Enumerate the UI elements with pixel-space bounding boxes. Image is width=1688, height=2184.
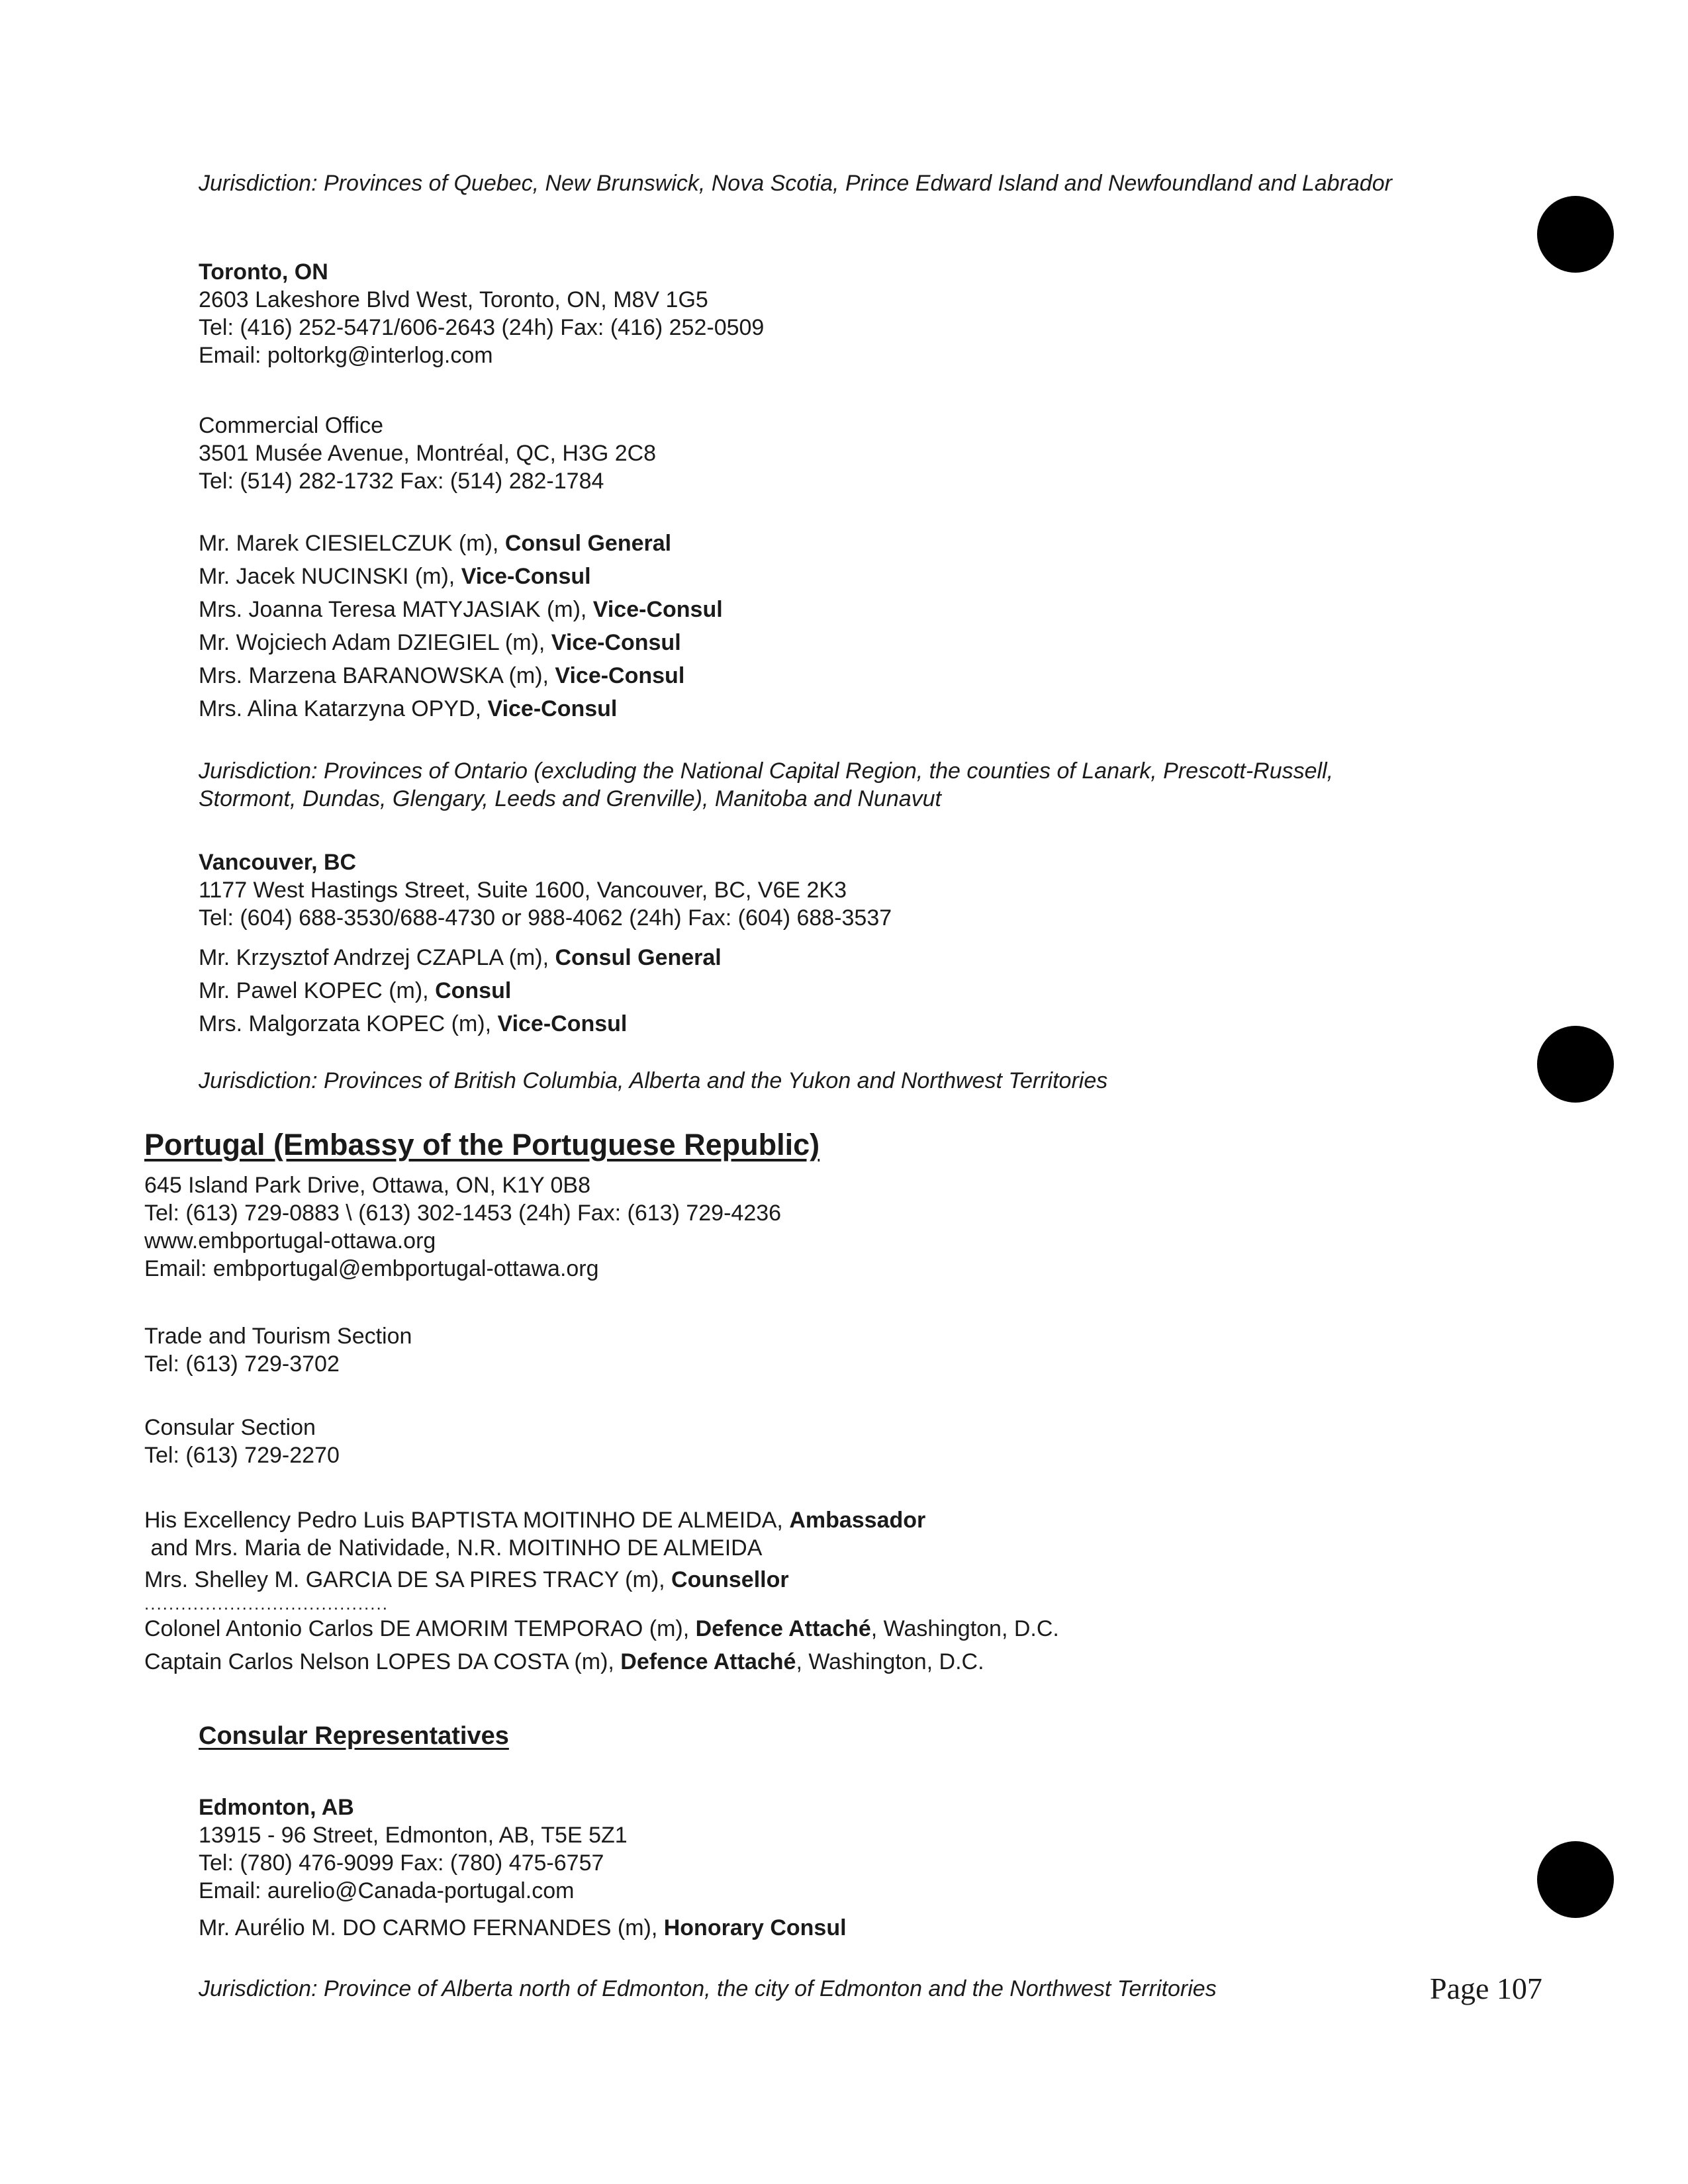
city-heading: Vancouver, BC <box>199 850 357 875</box>
country-heading: Portugal (Embassy of the Portuguese Republic) <box>144 1128 820 1161</box>
city-heading: Edmonton, AB <box>199 1795 354 1820</box>
toronto-jurisdiction: Jurisdiction: Provinces of Ontario (excluding the National Capital Region, the counties of Lanark, Prescott-Russell, Stormont, Dundas, Glengary, Leeds and Grenville), Manitoba and Nunavut <box>199 758 1334 811</box>
phone: Tel: (613) 729-3702 <box>144 1351 340 1377</box>
page-number: Page 107 <box>1430 1972 1542 2005</box>
punch-hole-middle <box>1537 1026 1614 1103</box>
ambassador-row: His Excellency Pedro Luis BAPTISTA MOITINHO DE ALMEIDA, Ambassador <box>144 1508 926 1533</box>
staff-row: Mr. Krzysztof Andrzej CZAPLA (m), Consul General <box>199 945 722 970</box>
consular-section <box>144 1414 340 1469</box>
staff-row: Mrs. Marzena BARANOWSKA (m), Vice-Consul <box>199 663 685 688</box>
phone: Tel: (613) 729-2270 <box>144 1443 340 1468</box>
address: 1177 West Hastings Street, Suite 1600, Vancouver, BC, V6E 2K3 <box>199 878 847 903</box>
portugal-staff-list <box>144 1506 1059 1676</box>
email: Email: poltorkg@interlog.com <box>199 343 493 368</box>
phone: Tel: (514) 282-1732 Fax: (514) 282-1784 <box>199 469 604 494</box>
portugal-embassy-contact <box>144 1171 781 1283</box>
attache-row: Captain Carlos Nelson LOPES DA COSTA (m), Defence Attaché, Washington, D.C. <box>144 1649 984 1674</box>
email: Email: embportugal@embportugal-ottawa.org <box>144 1256 599 1281</box>
city-heading: Toronto, ON <box>199 259 328 285</box>
quebec-jurisdiction: Jurisdiction: Provinces of Quebec, New Brunswick, Nova Scotia, Prince Edward Island and Newfoundland and Labrador <box>199 171 1392 196</box>
edmonton-jurisdiction: Jurisdiction: Province of Alberta north of Edmonton, the city of Edmonton and the Northwest Territories <box>199 1976 1217 2001</box>
attache-row: Colonel Antonio Carlos DE AMORIM TEMPORAO (m), Defence Attaché, Washington, D.C. <box>144 1616 1059 1641</box>
staff-row: Mr. Jacek NUCINSKI (m), Vice-Consul <box>199 564 591 589</box>
staff-row: Mr. Pawel KOPEC (m), Consul <box>199 978 512 1003</box>
section-title: Commercial Office <box>199 413 383 438</box>
vancouver-consulate <box>199 848 892 932</box>
counsellor-row: Mrs. Shelley M. GARCIA DE SA PIRES TRACY (m), Counsellor <box>144 1567 789 1592</box>
toronto-staff-list <box>199 529 723 728</box>
section-title: Consular Section <box>144 1415 316 1440</box>
phone: Tel: (416) 252-5471/606-2643 (24h) Fax: (416) 252-0509 <box>199 315 765 340</box>
staff-row: Mr. Aurélio M. DO CARMO FERNANDES (m), Honorary Consul <box>199 1915 847 1940</box>
address: 2603 Lakeshore Blvd West, Toronto, ON, M8V 1G5 <box>199 287 708 312</box>
address: 13915 - 96 Street, Edmonton, AB, T5E 5Z1 <box>199 1823 628 1848</box>
phone: Tel: (604) 688-3530/688-4730 or 988-4062 (24h) Fax: (604) 688-3537 <box>199 905 892 931</box>
punch-hole-bottom <box>1537 1841 1614 1918</box>
email: Email: aurelio@Canada-portugal.com <box>199 1878 575 1903</box>
vancouver-staff-list <box>199 944 722 1043</box>
staff-row: Mr. Wojciech Adam DZIEGIEL (m), Vice-Consul <box>199 630 681 655</box>
spouse-row: and Mrs. Maria de Natividade, N.R. MOITINHO DE ALMEIDA <box>144 1535 763 1561</box>
edmonton-consulate <box>199 1794 847 1942</box>
staff-row: Mr. Marek CIESIELCZUK (m), Consul General <box>199 531 672 556</box>
website-link[interactable]: www.embportugal-ottawa.org <box>144 1228 436 1253</box>
phone: Tel: (780) 476-9099 Fax: (780) 475-6757 <box>199 1850 604 1876</box>
separator-dots: ........................................ <box>144 1594 389 1614</box>
punch-hole-top <box>1537 196 1614 273</box>
section-title: Trade and Tourism Section <box>144 1324 412 1349</box>
staff-row: Mrs. Joanna Teresa MATYJASIAK (m), Vice-Consul <box>199 597 723 622</box>
address: 645 Island Park Drive, Ottawa, ON, K1Y 0B8 <box>144 1173 591 1198</box>
commercial-office <box>199 412 656 495</box>
phone: Tel: (613) 729-0883 \ (613) 302-1453 (24h) Fax: (613) 729-4236 <box>144 1201 782 1226</box>
vancouver-jurisdiction: Jurisdiction: Provinces of British Columbia, Alberta and the Yukon and Northwest Territories <box>199 1068 1108 1093</box>
toronto-consulate <box>199 258 764 369</box>
staff-row: Mrs. Malgorzata KOPEC (m), Vice-Consul <box>199 1011 628 1036</box>
staff-row: Mrs. Alina Katarzyna OPYD, Vice-Consul <box>199 696 618 721</box>
consular-representatives-heading: Consular Representatives <box>199 1722 509 1750</box>
trade-section <box>144 1322 412 1378</box>
address: 3501 Musée Avenue, Montréal, QC, H3G 2C8 <box>199 441 657 466</box>
